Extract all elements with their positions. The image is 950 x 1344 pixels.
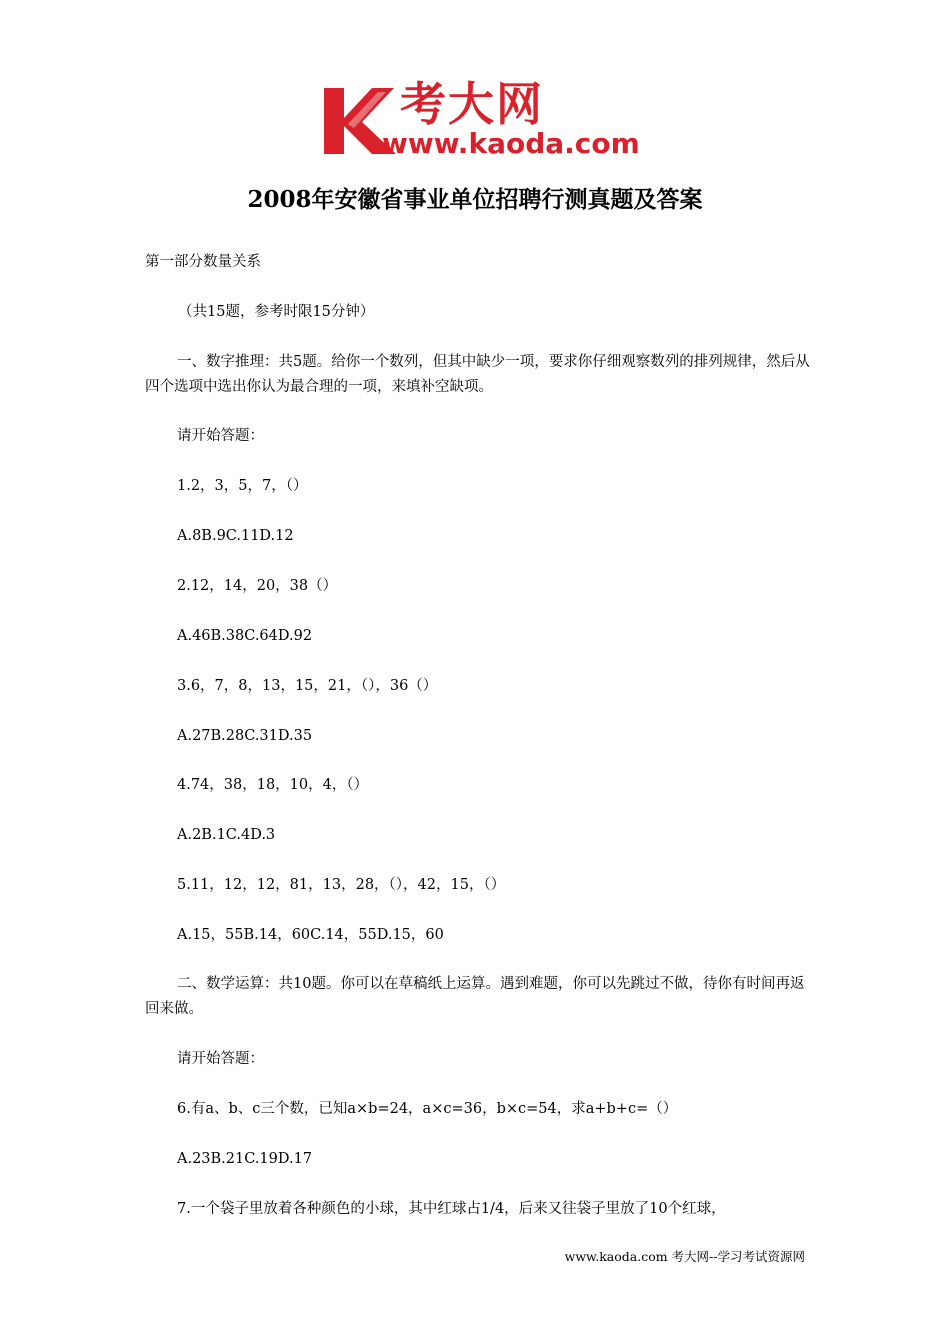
question-1: 1.2，3，5，7，（） — [177, 478, 308, 494]
kaoda-logo — [318, 78, 638, 160]
question-2: 2.12，14，20，38（） — [177, 578, 338, 594]
page-footer: www.kaoda.com 考大网--学习考试资源网 — [564, 1249, 805, 1264]
document-title: 2008年安徽省事业单位招聘行测真题及答案 — [247, 186, 703, 213]
question-4-options: A.2B.1C.4D.3 — [177, 827, 276, 843]
logo-url-text: www.kaoda.com — [382, 127, 640, 160]
question-5: 5.11，12，12，81，13，28，（），42，15，（） — [177, 877, 506, 893]
section-note: （共15题，参考时限15分钟） — [178, 304, 375, 320]
question-3-options: A.27B.28C.31D.35 — [177, 728, 313, 744]
logo-brand-text: 考大网 — [400, 77, 544, 131]
start-prompt-2: 请开始答题： — [177, 1051, 264, 1067]
question-1-options: A.8B.9C.11D.12 — [177, 528, 294, 544]
section-two-instructions: 二、数学运算：共10题。你可以在草稿纸上运算。遇到难题，你可以先跳过不做，待你有时间再返回来做。 — [145, 976, 805, 1017]
question-7: 7.一个袋子里放着各种颜色的小球，其中红球占1/4，后来又往袋子里放了10个红球， — [177, 1201, 726, 1217]
question-4: 4.74，38，18，10，4，（） — [177, 777, 369, 793]
question-6-options: A.23B.21C.19D.17 — [177, 1151, 313, 1167]
instructions-paragraph: 一、数字推理：共5题。给你一个数列，但其中缺少一项，要求你仔细观察数列的排列规律，然后从四个选项中选出你认为最合理的一项，来填补空缺项。 — [145, 354, 810, 395]
question-2-options: A.46B.38C.64D.92 — [177, 628, 313, 644]
question-6: 6.有a、b、c三个数，已知a×b=24，a×c=36，b×c=54，求a+b+c=（） — [177, 1101, 678, 1117]
question-5-options: A.15，55B.14，60C.14，55D.15，60 — [177, 927, 444, 943]
section-heading: 第一部分数量关系 — [145, 254, 261, 270]
question-3: 3.6，7，8，13，15，21，（），36（） — [177, 678, 438, 694]
start-prompt: 请开始答题： — [177, 428, 264, 444]
